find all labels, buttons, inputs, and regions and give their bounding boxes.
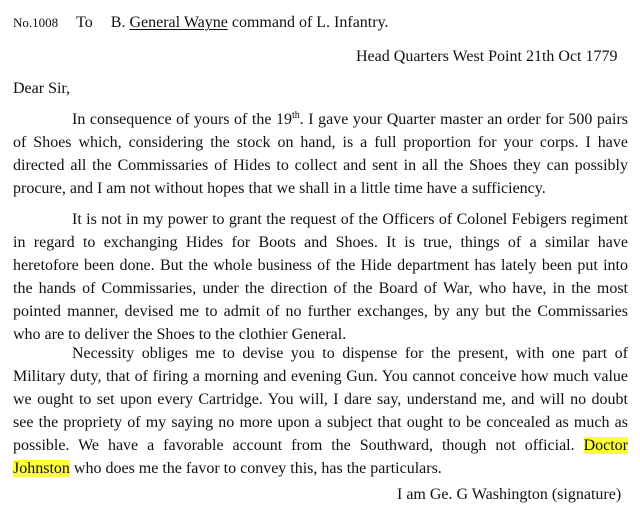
highlight-johnston: Johnston [13, 460, 70, 477]
recipient-title: B. [110, 14, 126, 31]
to-label: To [76, 14, 93, 31]
paragraph-2: It is not in my power to grant the request of the Officers of Colonel Febigers regiment in regard to exchanging Hides for Boots and Shoes. It is true, things of a similar have heretofore been done. But the whole business of the Hide department has lately been put into the hands of Commissaries, under the direction of the Board of War, who have, in the most pointed manner, devised me to admit of no further exchanges, by any but the Commissaries who are to deliver the Shoes to the clothier General. [13, 211, 628, 343]
paragraph-1-sup: th [291, 110, 300, 121]
paragraph-1 [13, 108, 628, 200]
paragraph-3 [13, 342, 628, 480]
paragraph-3-text-b: who does me the favor to convey this, has the particulars. [69, 460, 442, 477]
recipient-name: General Wayne [129, 14, 228, 31]
paragraph-1-text-a: In consequence of yours of the 19 [72, 111, 292, 128]
recipient-role: command of L. Infantry. [231, 14, 389, 31]
paragraph-3-text-a: Necessity obliges me to devise you to dispense for the present, with one part of Military duty, that of firing a morning and evening Gun. You cannot conceive how much value we ought to set upon every Cartridge. You will, I dare say, understand me, and will no doubt see the propriety of my saying no more upon a subject that ought to be concealed as much as possible. We have a favorable account from the Southward, though not official. [13, 345, 628, 454]
paragraph-1-text-b: . I gave your Quarter master an order for 500 pairs of Shoes which, considering the stock on hand, is a full proportion for your corps. I have directed all the Commissaries of Hides to collect and sent in all the Shoes they can possibly procure, and I am not without hopes that we shall in a little time have a sufficiency. [13, 111, 629, 197]
closing-signature: I am Ge. G Washington (signature) [397, 486, 622, 503]
letter-number: No.1008 [13, 15, 59, 30]
dateline: Head Quarters West Point 21th Oct 1779 [356, 48, 618, 65]
highlight-doctor: Doctor [583, 437, 628, 454]
letter-header [13, 14, 389, 32]
salutation: Dear Sir, [13, 80, 71, 97]
